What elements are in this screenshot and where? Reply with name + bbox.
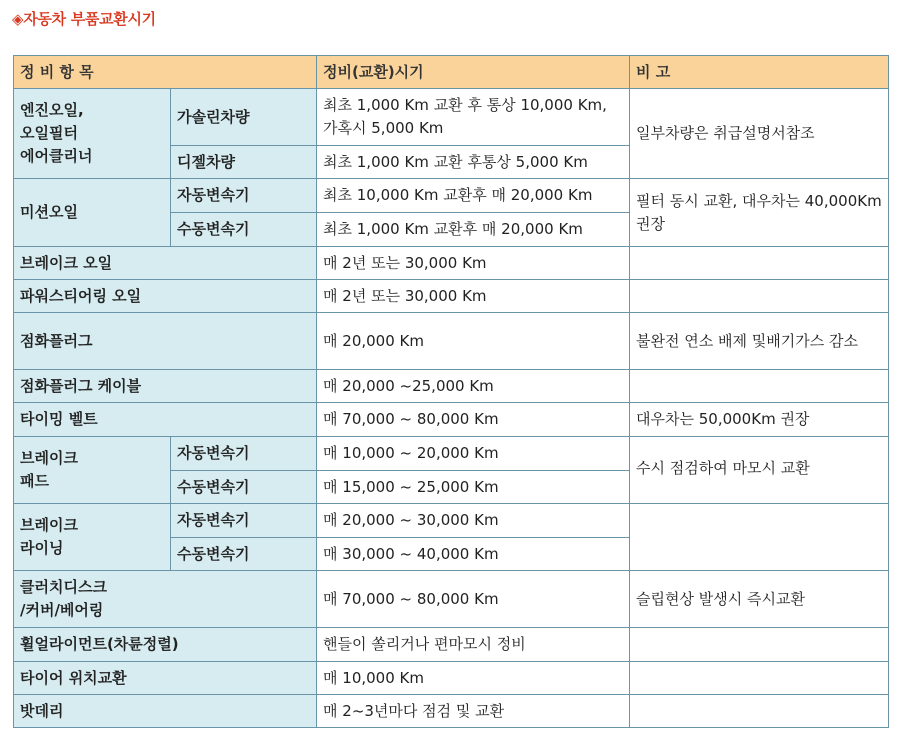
table-row <box>14 403 889 437</box>
interval-battery: 매 2~3년마다 점검 및 교환 <box>317 695 630 728</box>
note-tire-rotation <box>630 662 889 695</box>
note-brake-lining <box>630 504 889 571</box>
interval-timing-belt: 매 70,000 ~ 80,000 Km <box>317 403 630 437</box>
sub-label-gasoline: 가솔린차량 <box>171 89 317 146</box>
row-label-engine-oil: 엔진오일, 오일필터 에어클리너 <box>14 89 171 179</box>
table-row <box>14 247 889 280</box>
table-row <box>14 695 889 728</box>
interval-brake-lining-manual: 매 30,000 ~ 40,000 Km <box>317 538 630 571</box>
sub-label-diesel: 디젤차량 <box>171 146 317 179</box>
row-label-power-steering: 파워스티어링 오일 <box>14 280 317 313</box>
row-label-clutch-disk: 클러치디스크 /커버/베어링 <box>14 571 317 628</box>
interval-brake-lining-auto: 매 20,000 ~ 30,000 Km <box>317 504 630 538</box>
note-battery <box>630 695 889 728</box>
row-label-spark-plug: 점화플러그 <box>14 313 317 370</box>
note-brake-oil <box>630 247 889 280</box>
note-power-steering <box>630 280 889 313</box>
interval-mission-auto: 최초 10,000 Km 교환후 매 20,000 Km <box>317 179 630 213</box>
note-wheel-alignment <box>630 628 889 662</box>
note-spark-plug: 불완전 연소 배제 및배기가스 감소 <box>630 313 889 370</box>
table-row <box>14 504 889 538</box>
note-timing-belt: 대우차는 50,000Km 권장 <box>630 403 889 437</box>
row-label-timing-belt: 타이밍 벨트 <box>14 403 317 437</box>
sub-label-auto: 자동변속기 <box>171 504 317 538</box>
note-mission-oil: 필터 동시 교환, 대우차는 40,000Km 권장 <box>630 179 889 247</box>
note-engine-oil: 일부차량은 취급설명서참조 <box>630 89 889 179</box>
row-label-brake-oil: 브레이크 오일 <box>14 247 317 280</box>
note-plug-cable <box>630 370 889 403</box>
header-note: 비 고 <box>630 56 889 89</box>
page-title: ◈자동차 부품교환시기 <box>12 10 156 28</box>
interval-tire-rotation: 매 10,000 Km <box>317 662 630 695</box>
table-header-row <box>14 56 889 89</box>
interval-clutch-disk: 매 70,000 ~ 80,000 Km <box>317 571 630 628</box>
table-row <box>14 437 889 471</box>
note-clutch-disk: 슬립현상 발생시 즉시교환 <box>630 571 889 628</box>
row-label-battery: 밧데리 <box>14 695 317 728</box>
table-row <box>14 280 889 313</box>
table-row <box>14 662 889 695</box>
note-brake-pad: 수시 점검하여 마모시 교환 <box>630 437 889 504</box>
sub-label-manual: 수동변속기 <box>171 213 317 247</box>
interval-mission-manual: 최초 1,000 Km 교환후 매 20,000 Km <box>317 213 630 247</box>
sub-label-manual: 수동변속기 <box>171 471 317 504</box>
parts-replacement-table <box>13 55 889 728</box>
interval-wheel-alignment: 핸들이 쏠리거나 편마모시 정비 <box>317 628 630 662</box>
header-interval: 정비(교환)시기 <box>317 56 630 89</box>
table-row <box>14 179 889 213</box>
sub-label-auto: 자동변속기 <box>171 179 317 213</box>
table-row <box>14 628 889 662</box>
interval-gasoline: 최초 1,000 Km 교환 후 통상 10,000 Km, 가혹시 5,000 Km <box>317 89 630 146</box>
interval-brake-pad-auto: 매 10,000 ~ 20,000 Km <box>317 437 630 471</box>
sub-label-auto: 자동변속기 <box>171 437 317 471</box>
interval-spark-plug: 매 20,000 Km <box>317 313 630 370</box>
table-row <box>14 571 889 628</box>
interval-brake-pad-manual: 매 15,000 ~ 25,000 Km <box>317 471 630 504</box>
table-row <box>14 89 889 146</box>
header-item: 정 비 항 목 <box>14 56 317 89</box>
row-label-wheel-alignment: 휠얼라이먼트(차륜정렬) <box>14 628 317 662</box>
row-label-tire-rotation: 타이어 위치교환 <box>14 662 317 695</box>
table-row <box>14 370 889 403</box>
row-label-brake-pad: 브레이크 패드 <box>14 437 171 504</box>
row-label-plug-cable: 점화플러그 케이블 <box>14 370 317 403</box>
interval-power-steering: 매 2년 또는 30,000 Km <box>317 280 630 313</box>
sub-label-manual: 수동변속기 <box>171 538 317 571</box>
interval-plug-cable: 매 20,000 ~25,000 Km <box>317 370 630 403</box>
row-label-brake-lining: 브레이크 라이닝 <box>14 504 171 571</box>
table-row <box>14 313 889 370</box>
interval-brake-oil: 매 2년 또는 30,000 Km <box>317 247 630 280</box>
row-label-mission-oil: 미션오일 <box>14 179 171 247</box>
interval-diesel: 최초 1,000 Km 교환 후통상 5,000 Km <box>317 146 630 179</box>
